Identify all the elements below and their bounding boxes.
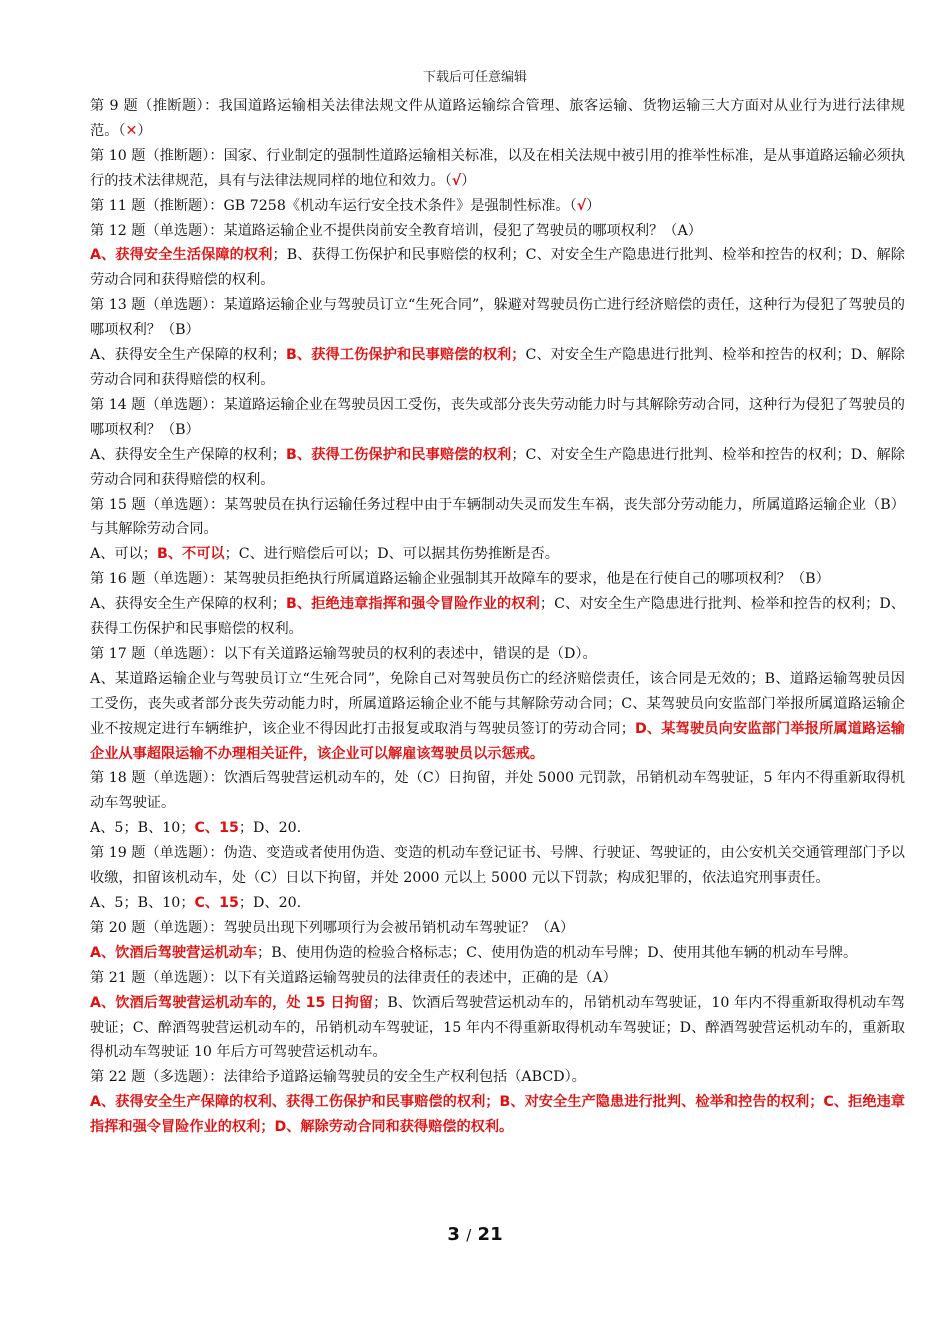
correct-answer: A、获得安全生产保障的权利、获得工伤保护和民事赔偿的权利；B、对安全生产隐患进行批判、检举和控告的权利；C、拒绝违章指挥和强令冒险作业的权利；D、解除劳动合同和获得赔偿的权利。 xyxy=(90,1094,905,1136)
question-16: 第 16 题（单选题）：某驾驶员拒绝执行所属道路运输企业强制其开故障车的要求，他是在行使自己的哪项权利？（B） xyxy=(90,571,830,588)
options-18: A、5；B、10；C、15；D、20. xyxy=(90,820,302,837)
question-11: 第 11 题（推断题）：GB 7258《机动车运行安全技术条件》是强制性标准。（√） xyxy=(90,197,601,214)
question-14: 第 14 题（单选题）：某道路运输企业在驾驶员因工受伤，丧失或部分丧失劳动能力时与其解除劳动合同，这种行为侵犯了驾驶员的哪项权利？（B） xyxy=(90,396,905,438)
correct-answer: B、不可以 xyxy=(157,546,225,563)
question-15: 第 15 题（单选题）：某驾驶员在执行运输任务过程中由于车辆制动失灵而发生车祸，丧失部分劳动能力，所属道路运输企业（B）与其解除劳动合同。 xyxy=(90,496,905,538)
options-20: A、饮酒后驾驶营运机动车；B、使用伪造的检验合格标志；C、使用伪造的机动车号牌；D、使用其他车辆的机动车号牌。 xyxy=(90,944,858,961)
question-18: 第 18 题（单选题）：饮酒后驾驶营运机动车的，处（C）日拘留，并处 5000 元罚款，吊销机动车驾驶证，5 年内不得重新取得机动车驾驶证。 xyxy=(90,770,905,812)
question-12: 第 12 题（单选题）：某道路运输企业不提供岗前安全教育培训，侵犯了驾驶员的哪项权利？（A） xyxy=(90,222,702,239)
question-19: 第 19 题（单选题）：伪造、变造或者使用伪造、变造的机动车登记证书、号牌、行驶证、驾驶证的，由公安机关交通管理部门予以收缴，扣留该机动车，处（C）日以下拘留，并处 2000 元以上 5000 元以下罚款；构成犯罪的，依法追究刑事责任。 xyxy=(90,845,905,887)
correct-answer: A、获得安全生活保障的权利 xyxy=(90,247,273,264)
correct-answer: A、饮酒后驾驶营运机动车 xyxy=(90,944,258,961)
question-9: 第 9 题（推断题）：我国道路运输相关法律法规文件从道路运输综合管理、旅客运输、货物运输三大方面对从业行为进行法律规范。（✕） xyxy=(90,98,905,139)
options-22 xyxy=(90,1090,905,1140)
options-21: A、饮酒后驾驶营运机动车的，处 15 日拘留；B、饮酒后驾驶营运机动车的，吊销机动车驾驶证，10 年内不得重新取得机动车驾驶证；C、醉酒驾驶营运机动车的，吊销机动车驾驶证，15 年内不得重新取得机动车驾驶证；D、醉酒驾驶营运机动车的，重新取得机动车驾驶证 10 年后方可驾驶营运机动车。 xyxy=(90,994,905,1061)
options-19: A、5；B、10；C、15；D、20. xyxy=(90,895,302,911)
document-body xyxy=(90,94,905,1140)
current-page: 3 xyxy=(447,1224,460,1245)
correct-answer: D、某驾驶员向安监部门举报所属道路运输企业从事超限运输不办理相关证件，该企业可以解雇该驾驶员以示惩戒。 xyxy=(90,720,905,762)
page-separator: / xyxy=(466,1226,472,1244)
correct-answer: A、饮酒后驾驶营运机动车的，处 15 日拘留 xyxy=(90,994,374,1011)
question-22: 第 22 题（多选题）：法律给予道路运输驾驶员的安全生产权利包括（ABCD）。 xyxy=(90,1069,586,1086)
correct-answer: C、15 xyxy=(194,895,239,911)
options-16: A、获得安全生产保障的权利；B、拒绝违章指挥和强令冒险作业的权利；C、对安全生产隐患进行批判、检举和控告的权利；D、获得工伤保护和民事赔偿的权利。 xyxy=(90,596,905,638)
correct-answer: B、获得工伤保护和民事赔偿的权利； xyxy=(286,347,526,364)
total-pages: 21 xyxy=(477,1224,503,1245)
correct-answer: B、拒绝违章指挥和强令冒险作业的权利 xyxy=(286,596,540,613)
correct-answer: B、获得工伤保护和民事赔偿的权利 xyxy=(286,446,512,463)
options-14: A、获得安全生产保障的权利；B、获得工伤保护和民事赔偿的权利；C、对安全生产隐患进行批判、检举和控告的权利；D、解除劳动合同和获得赔偿的权利。 xyxy=(90,446,905,488)
question-17: 第 17 题（单选题）：以下有关道路运输驾驶员的权利的表述中，错误的是（D）。 xyxy=(90,645,597,662)
options-15: A、可以；B、不可以；C、进行赔偿后可以；D、可以据其伤势推断是否。 xyxy=(90,546,559,563)
false-mark-icon: ✕ xyxy=(125,122,138,139)
check-mark-icon: √ xyxy=(451,172,462,189)
options-17: A、某道路运输企业与驾驶员订立“生死合同”，免除自己对驾驶员伤亡的经济赔偿责任，该合同是无效的；B、道路运输驾驶员因工受伤，丧失或者部分丧失劳动能力时，所属道路运输企业不能与其解除劳动合同；C、某驾驶员向安监部门举报所属道路运输企业不按规定进行车辆维护，该企业不得因此打击报复或取消与驾驶员签订的劳动合同；D、某驾驶员向安监部门举报所属道路运输企业从事超限运输不办理相关证件，该企业可以解雇该驾驶员以示惩戒。 xyxy=(90,670,905,762)
question-10: 第 10 题（推断题）：国家、行业制定的强制性道路运输相关标准，以及在相关法规中被引用的推举性标准，是从事道路运输必须执行的技术法律规范，具有与法律法规同样的地位和效力。（√） xyxy=(90,147,905,189)
question-20: 第 20 题（单选题）：驾驶员出现下列哪项行为会被吊销机动车驾驶证？（A） xyxy=(90,919,575,936)
question-13: 第 13 题（单选题）：某道路运输企业与驾驶员订立“生死合同”，躲避对驾驶员伤亡进行经济赔偿的责任，这种行为侵犯了驾驶员的哪项权利？（B） xyxy=(90,297,905,339)
options-12: A、获得安全生活保障的权利；B、获得工伤保护和民事赔偿的权利；C、对安全生产隐患进行批判、检举和控告的权利；D、解除劳动合同和获得赔偿的权利。 xyxy=(90,247,905,289)
question-21: 第 21 题（单选题）：以下有关道路运输驾驶员的法律责任的表述中，正确的是（A） xyxy=(90,969,617,986)
check-mark-icon: √ xyxy=(576,197,587,214)
page-number xyxy=(0,1224,950,1245)
options-13: A、获得安全生产保障的权利；B、获得工伤保护和民事赔偿的权利；C、对安全生产隐患进行批判、检举和控告的权利；D、解除劳动合同和获得赔偿的权利。 xyxy=(90,347,905,388)
correct-answer: C、15 xyxy=(194,820,239,837)
page-header-note: 下载后可任意编辑 xyxy=(422,70,527,85)
